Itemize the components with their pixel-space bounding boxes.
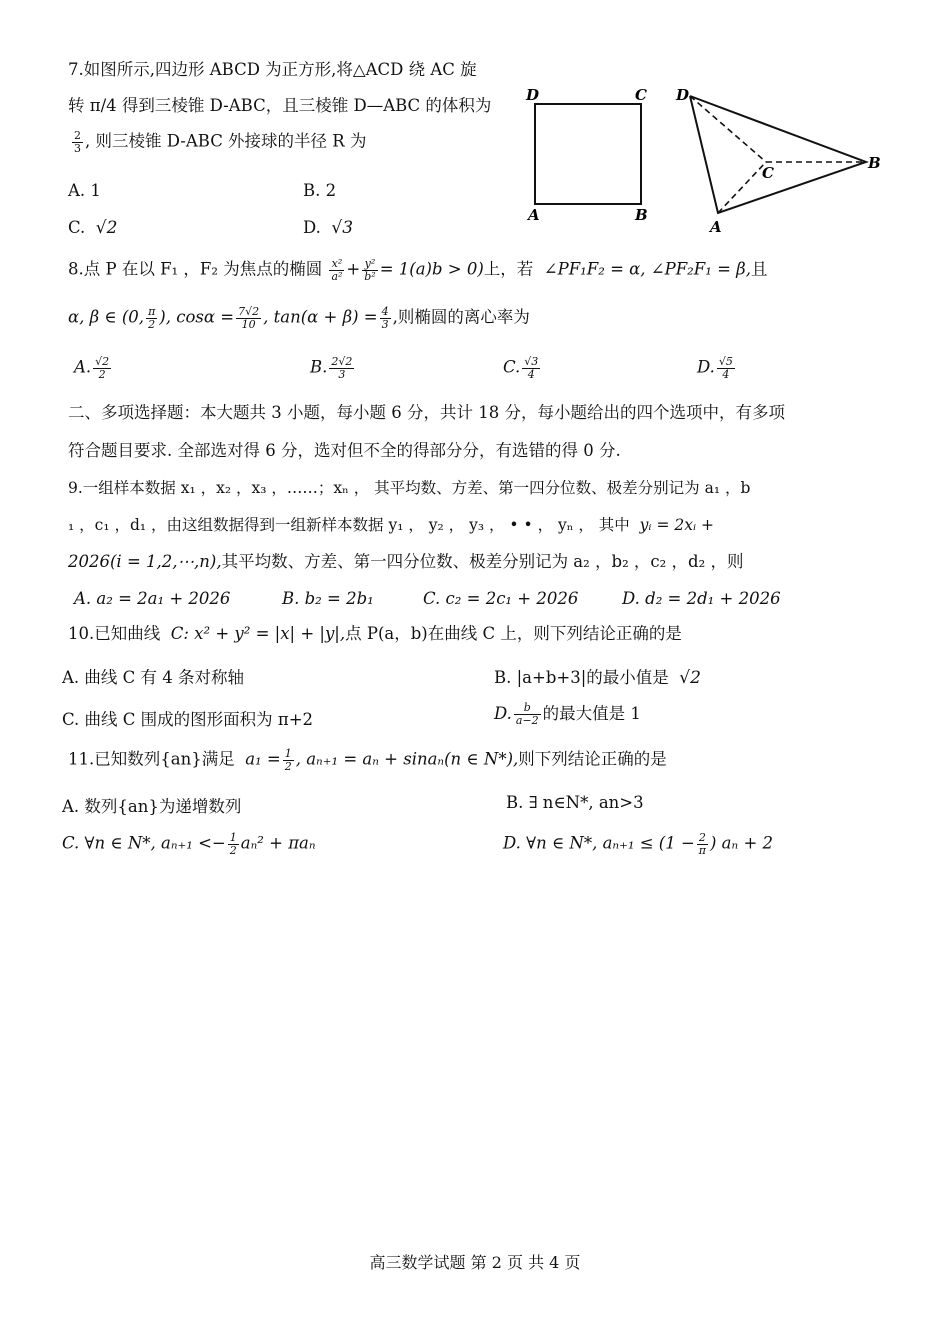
q11-option-c: C. ∀n ∈ N*, aₙ₊₁ <− $\frac{1}{2}$ aₙ² + πaₙ: [62, 831, 316, 857]
q7-line3: $\frac{2}{3}$ , 则三棱锥 D-ABC 外接球的半径 R 为: [74, 129, 367, 155]
q8-option-c: C. $\frac{√3}{4}$: [503, 355, 539, 381]
q7-option-c: C. √2: [68, 218, 118, 238]
pyramid-label-c: C: [762, 164, 774, 182]
q11-stem: 11.已知数列{an}满足 a₁ = $\frac{1}{2}$ , aₙ₊₁ = aₙ + sinaₙ(n ∈ N*),则下列结论正确的是: [68, 747, 667, 773]
q10-stem: 10.已知曲线 C: x² + y² = |x| + |y|,点 P(a，b)在曲线 C 上，则下列结论正确的是: [68, 624, 682, 643]
q11-half-frac: $\frac{1}{2}$: [284, 747, 292, 773]
q8-option-a: A. $\frac{√2}{2}$: [74, 355, 110, 381]
section2-line1: 二、多项选择题：本大题共 3 小题，每小题 6 分，共计 18 分，每小题给出的四个选项中，有多项: [68, 403, 785, 422]
q8-pi-frac: $\frac{\pi}{2}$: [148, 305, 156, 331]
q9-line3: 2026(i = 1,2,⋯,n),其平均数、方差、第一四分位数、极差分别记为 a₂ ，b₂ ，c₂ ，d₂ ，则: [68, 552, 744, 571]
q7-square-figure: [520, 80, 660, 230]
q7-option-b: B. 2: [303, 181, 337, 200]
q8-tan-frac: $\frac{4}{3}$: [381, 305, 389, 331]
q7-option-a: A. 1: [68, 181, 101, 200]
q10-option-c: C. 曲线 C 围成的图形面积为 π+2: [62, 710, 314, 729]
q9-option-d: D. d₂ = 2d₁ + 2026: [622, 589, 781, 608]
q8-option-d: D. $\frac{√5}{4}$: [697, 355, 733, 381]
q9-line2: ₁ ，c₁ ，d₁ ，由这组数据得到一组新样本数据 y₁ ， y₂ ， y₃ ， • • ， yₙ ， 其中 yᵢ = 2xᵢ +: [68, 516, 715, 534]
square-label-d: D: [526, 86, 540, 104]
pyramid-label-d: D: [676, 86, 690, 104]
q11-option-b: B. ∃ n∈N*, an>3: [506, 793, 644, 812]
q11-option-a: A. 数列{an}为递增数列: [62, 797, 242, 816]
q9-option-c: C. c₂ = 2c₁ + 2026: [423, 589, 579, 608]
q8-cos-frac: $\frac{7√2}{10}$: [238, 305, 260, 331]
q10-option-b: B. |a+b+3|的最小值是 √2: [494, 668, 701, 688]
q9-option-a: A. a₂ = 2a₁ + 2026: [74, 589, 231, 608]
q8-option-b: B. $\frac{2√2}{3}$: [310, 355, 353, 381]
pyramid-label-b: B: [868, 154, 881, 172]
q10-option-d: D. $\frac{b}{a-2}$ 的最大值是 1: [494, 701, 641, 727]
q7-line2: 转 π/4 得到三棱锥 D-ABC，且三棱锥 D—ABC 的体积为: [68, 96, 492, 115]
section2-line2: 符合题目要求. 全部选对得 6 分，选对但不全的得部分分，有选错的得 0 分.: [68, 441, 621, 460]
pyramid-label-a: A: [710, 218, 722, 236]
q7-pyramid-figure: [670, 80, 890, 240]
square-label-a: A: [528, 206, 540, 224]
q8-ellipse-x-frac: $\frac{\text{x²}}{\text{a²}}$: [331, 257, 343, 283]
q8-ellipse-y-frac: $\frac{\text{y²}}{\text{b²}}$: [364, 257, 376, 283]
page-footer: 高三数学试题 第 2 页 共 4 页: [369, 1253, 581, 1272]
q10-option-a: A. 曲线 C 有 4 条对称轴: [62, 668, 245, 687]
pyramid-outer-edges: [690, 96, 866, 213]
q7-option-d: D. √3: [303, 218, 354, 238]
q9-line1: 9.一组样本数据 x₁ ，x₂ ，x₃ ，……；xₙ ， 其平均数、方差、第一四分位数、极差分别记为 a₁ ，b: [68, 479, 751, 497]
q8-line2: α, β ∈ (0, $\frac{\pi}{2}$ ), cosα = $\frac{7√2}{10}$ , tan(α + β) = $\frac{4}{3}$ ,则椭圆的离心率为: [68, 305, 530, 331]
q11-option-d: D. ∀n ∈ N*, aₙ₊₁ ≤ (1 − $\frac{2}{\pi}$ ) aₙ + 2: [503, 831, 774, 857]
q9-option-b: B. b₂ = 2b₁: [282, 589, 374, 608]
pyramid-edge-dc: [690, 96, 766, 162]
q7-volume-fraction: $\frac{2}{3}$: [74, 129, 81, 155]
square-outline: [535, 104, 641, 204]
square-label-b: B: [635, 206, 648, 224]
square-label-c: C: [635, 86, 647, 104]
q8-line1: 8.点 P 在以 F₁ ，F₂ 为焦点的椭圆 $\frac{\text{x²}}{\text{a²}}$ + $\frac{\text{y²}}{\text{b²}}$ = 1(a)b > 0)上，若 ∠PF₁F₂ = α, ∠PF₂F₁ = β,且: [68, 257, 768, 283]
q7-line1: 7.如图所示,四边形 ABCD 为正方形,将△ACD 绕 AC 旋: [68, 60, 477, 79]
